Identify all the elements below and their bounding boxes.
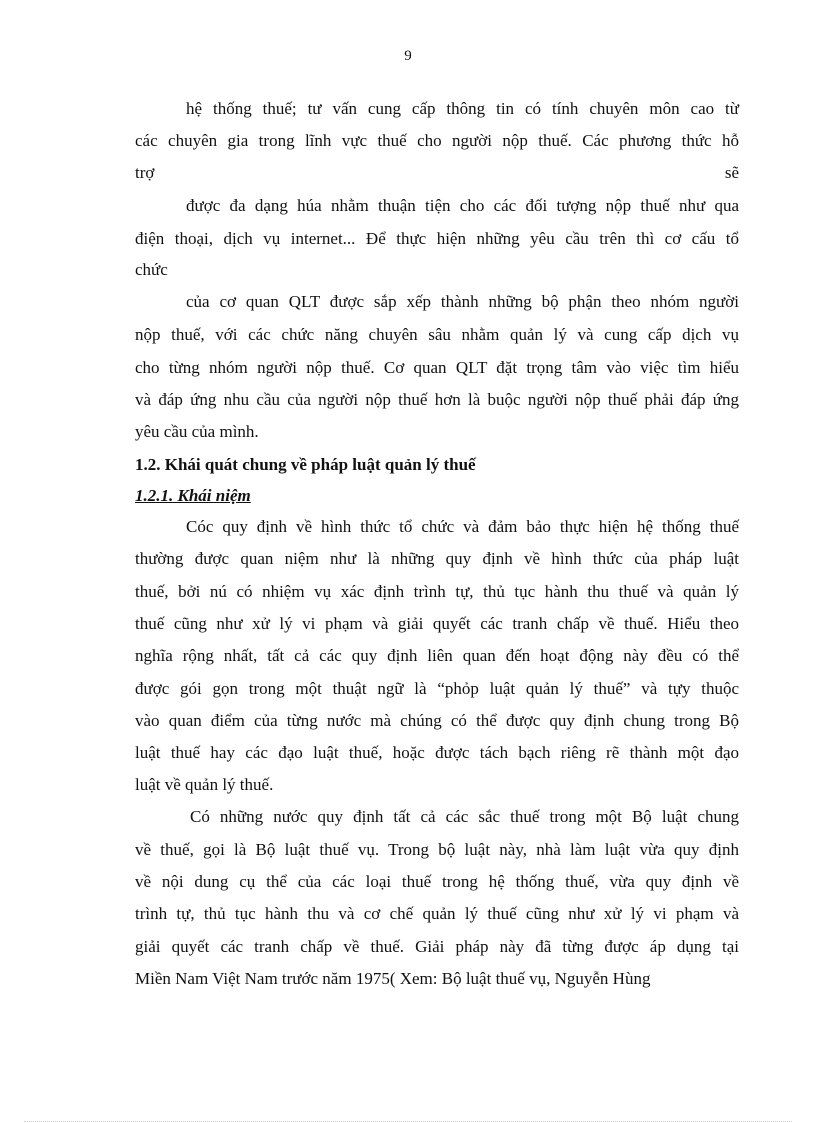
- text-line: của cơ quan QLT được sắp xếp thành những bộ phận theo nhóm người: [186, 292, 739, 311]
- text-line: Có những nước quy định tất cả các sắc thuế trong một Bộ luật chung: [190, 807, 739, 826]
- text-line: được đa dạng húa nhằm thuận tiện cho các đối tượng nộp thuế như qua: [186, 196, 739, 215]
- text-line: thường được quan niệm như là những quy định về hình thức của pháp luật: [135, 549, 739, 568]
- text-line: [135, 162, 739, 184]
- text-line: Cóc quy định về hình thức tổ chức và đảm bảo thực hiện hệ thống thuế: [186, 517, 739, 536]
- text-line: hệ thống thuế; tư vấn cung cấp thông tin có tính chuyên môn cao từ: [186, 99, 739, 118]
- text-line: luật thuế hay các đạo luật thuế, hoặc được tách bạch riêng rẽ thành một đạo: [135, 743, 739, 762]
- text-line: giải quyết các tranh chấp về thuế. Giải pháp này đã từng được áp dụng tại: [135, 937, 739, 956]
- page-number: 9: [404, 48, 412, 64]
- text-line: yêu cầu của mình.: [135, 422, 259, 441]
- text-line: điện thoại, dịch vụ internet... Để thực hiện những yêu cầu trên thì cơ cấu tổ: [135, 229, 739, 248]
- text-line: Miền Nam Việt Nam trước năm 1975( Xem: Bộ luật thuế vụ, Nguyễn Hùng: [135, 969, 651, 988]
- text-fragment: trợ: [135, 163, 155, 182]
- text-line: nghĩa rộng nhất, tất cả các quy định liên quan đến hoạt động này đều có thể: [135, 646, 739, 665]
- text-line: về nội dung cụ thể của các loại thuế trong hệ thống thuế, vừa quy định về: [135, 872, 739, 891]
- page-bottom-border: [24, 1121, 792, 1122]
- section-heading: 1.2. Khái quát chung về pháp luật quản lý thuế: [135, 455, 476, 474]
- text-line: cho từng nhóm người nộp thuế. Cơ quan QLT đặt trọng tâm vào việc tìm hiểu: [135, 358, 739, 377]
- text-line: được gói gọn trong một thuật ngữ là “phỏp luật quản lý thuế” và tựy thuộc: [135, 679, 739, 698]
- text-line: về thuế, gọi là Bộ luật thuế vụ. Trong bộ luật này, nhà làm luật vừa quy định: [135, 840, 739, 859]
- subsection-heading: 1.2.1. Khái niệm: [135, 486, 251, 505]
- text-line: và đáp ứng nhu cầu của người nộp thuế hơn là buộc người nộp thuế phải đáp ứng: [135, 390, 739, 409]
- text-line: thuế, bởi nú có nhiệm vụ xác định trình tự, thủ tục hành thu thuế và quản lý: [135, 582, 739, 601]
- text-line: thuế cũng như xử lý vi phạm và giải quyết các tranh chấp về thuế. Hiểu theo: [135, 614, 739, 633]
- text-line: các chuyên gia trong lĩnh vực thuế cho người nộp thuế. Các phương thức hỗ: [135, 131, 739, 150]
- text-fragment: sẽ: [724, 163, 739, 182]
- text-line: vào quan điểm của từng nước mà chúng có thể được quy định chung trong Bộ: [135, 711, 739, 730]
- text-line: luật về quản lý thuế.: [135, 775, 274, 794]
- text-line: trình tự, thủ tục hành thu và cơ chế quản lý thuế cũng như xử lý vi phạm và: [135, 904, 739, 923]
- text-line: chức: [135, 260, 168, 279]
- text-line: nộp thuế, với các chức năng chuyên sâu nhằm quản lý và cung cấp dịch vụ: [135, 325, 739, 344]
